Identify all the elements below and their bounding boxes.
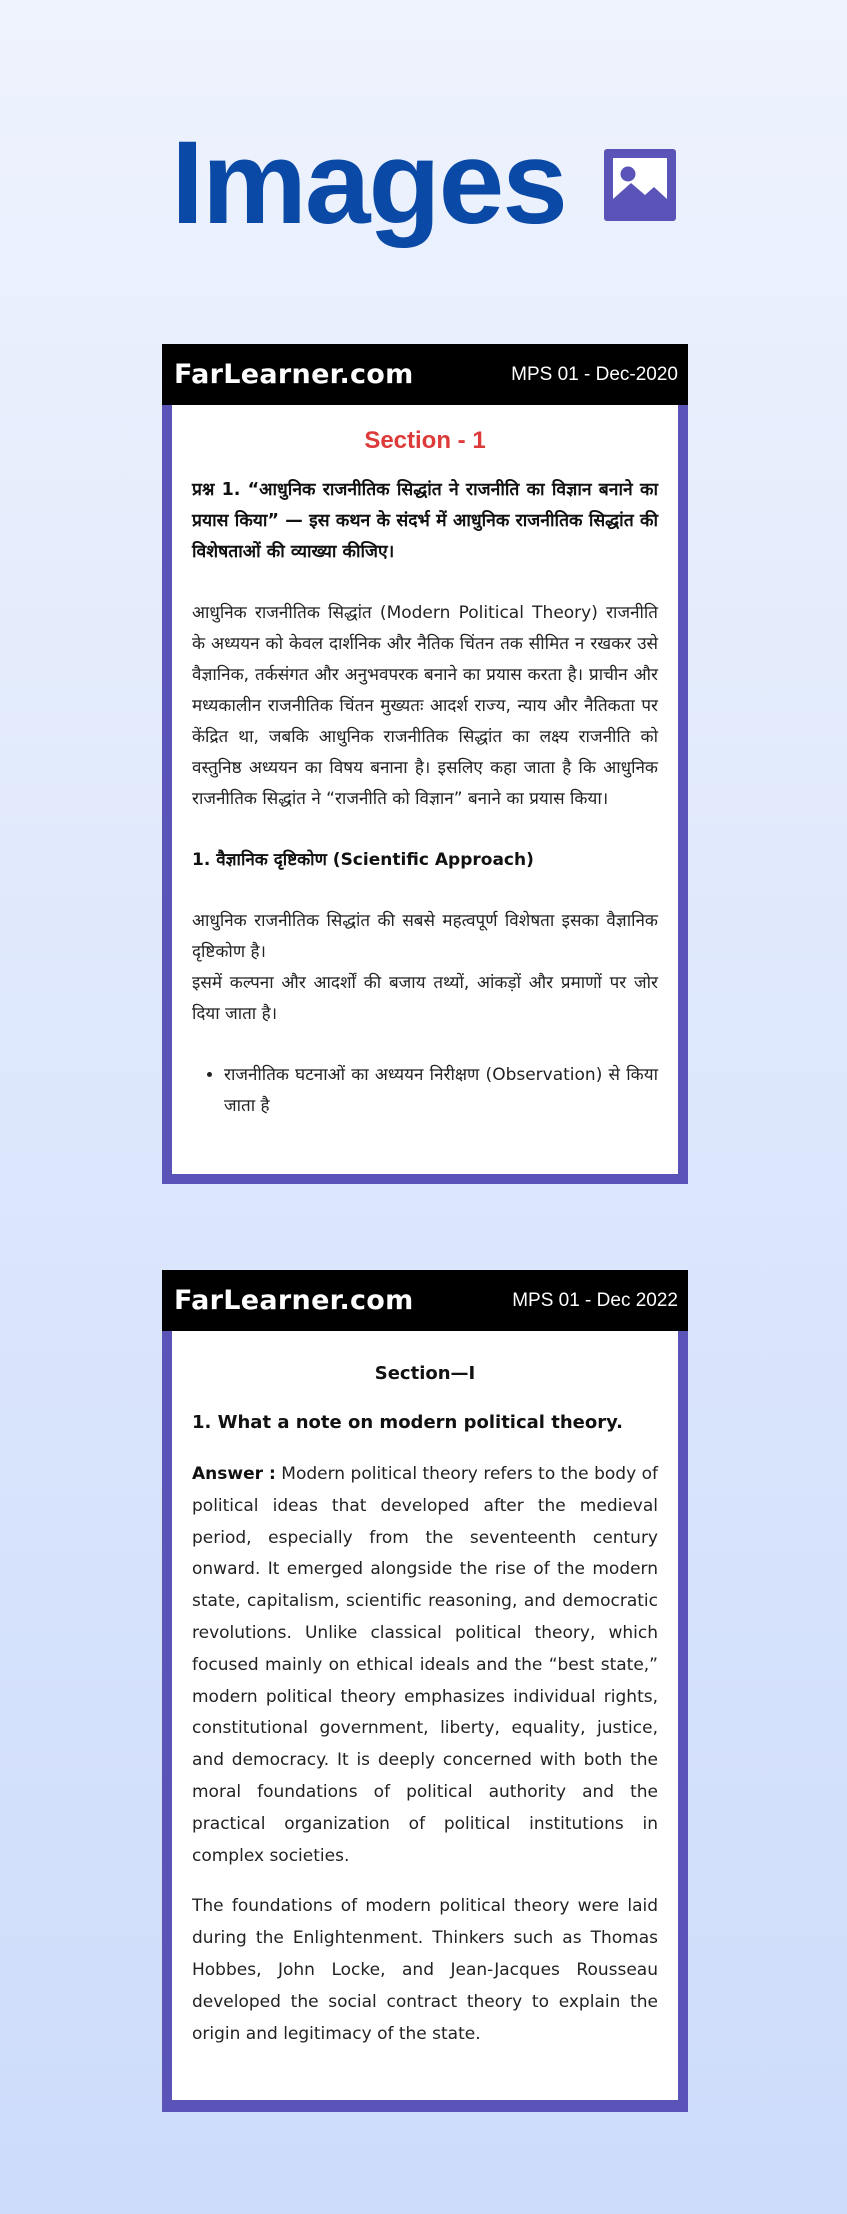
card-body	[172, 1331, 678, 2100]
brand-logo: FarLearner.com	[174, 359, 414, 390]
brand-logo: FarLearner.com	[174, 1285, 414, 1316]
section-title: Section—I	[374, 1363, 476, 1384]
answer-text: Modern political theory refers to the body of political ideas that developed after the medieval period, especially from the seventeenth century onward. It emerged alongside the rise of the modern state, capitalism, scientific reasoning, and democratic revolutions. Unlike classical political theory, which focused mainly on ethical ideals and the “best state,” modern political theory emphasizes individual rights, constitutional government, liberty, equality, justice, and democracy. It is deeply concerned with both the moral foundations of political authority and the practical organization of political institutions in complex societies.	[192, 1464, 659, 1866]
card-header	[162, 1270, 688, 1331]
hero	[0, 118, 847, 248]
paragraph-2: The foundations of modern political theory were laid during the Enlightenment. Thinkers such as Thomas Hobbes, John Locke, and Jean-Jacques Rousseau developed the social contract theory to explain the origin and legitimacy of the state.	[192, 1896, 658, 2044]
subheading: 1. वैज्ञानिक दृष्टिकोण (Scientific Approach)	[192, 850, 534, 870]
paper-code: MPS 01 - Dec-2020	[511, 363, 678, 385]
intro-paragraph: आधुनिक राजनीतिक सिद्धांत (Modern Political Theory) राजनीति के अध्ययन को केवल दार्शनिक और नैतिक चिंतन तक सीमित न रखकर उसे वैज्ञानिक, तर्कसंगत और अनुभवपरक बनाने का प्रयास करता है। प्राचीन और मध्यकालीन राजनीतिक चिंतन मुख्यतः आदर्श राज्य, न्याय और नैतिकता पर केंद्रित था, जबकि आधुनिक राजनीतिक सिद्धांत का लक्ष्य राजनीति को वस्तुनिष्ठ अध्ययन का विषय बनाना है। इसलिए कहा जाता है कि आधुनिक राजनीतिक सिद्धांत ने “राजनीति को विज्ञान” बनाने का प्रयास किया।	[192, 603, 658, 809]
list-item: • राजनीतिक घटनाओं का अध्ययन निरीक्षण (Observation) से किया जाता है	[224, 1060, 658, 1122]
paragraph-a: आधुनिक राजनीतिक सिद्धांत की सबसे महत्वपूर्ण विशेषता इसका वैज्ञानिक दृष्टिकोण है।	[192, 911, 658, 962]
paper-code: MPS 01 - Dec 2022	[512, 1289, 678, 1311]
document-card-2[interactable]	[162, 1270, 688, 2112]
bullet-list	[192, 1060, 658, 1122]
answer-paragraph	[192, 1459, 658, 1872]
hero-title: Images	[171, 117, 566, 249]
answer-label: Answer :	[192, 1464, 276, 1484]
paragraph-b: इसमें कल्पना और आदर्शों की बजाय तथ्यों, आंकड़ों और प्रमाणों पर जोर दिया जाता है।	[192, 973, 658, 1024]
document-card-1[interactable]	[162, 344, 688, 1184]
card-header	[162, 344, 688, 405]
image-icon	[604, 149, 676, 221]
card-body	[172, 405, 678, 1174]
question-text: प्रश्न 1. “आधुनिक राजनीतिक सिद्धांत ने राजनीति का विज्ञान बनाने का प्रयास किया” — इस कथन के संदर्भ में आधुनिक राजनीतिक सिद्धांत की विशेषताओं की व्याख्या कीजिए।	[192, 480, 658, 562]
question-text: 1. What a note on modern political theory.	[192, 1412, 624, 1433]
section-title: Section - 1	[364, 427, 486, 454]
